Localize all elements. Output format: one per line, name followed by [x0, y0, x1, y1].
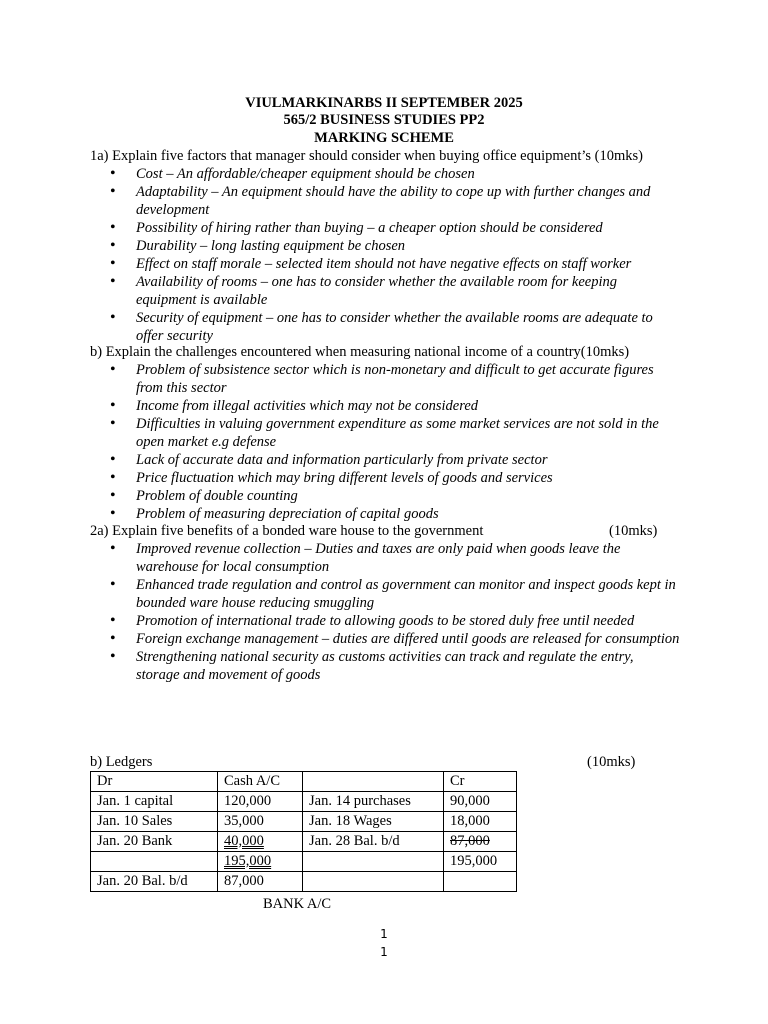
table-cell: [444, 872, 517, 892]
table-cell: 18,000: [444, 812, 517, 832]
table-cell: 87,000: [218, 872, 303, 892]
list-item: • Price fluctuation which may bring different levels of goods and services: [110, 469, 680, 487]
list-item: • Cost – An affordable/cheaper equipment should be chosen: [110, 165, 680, 183]
total-value: 195,000: [224, 853, 272, 869]
list-item: • Problem of subsistence sector which is non-monetary and difficult to get accurate figures from this sector: [110, 361, 680, 397]
exam-title: VIULMARKINARBS II SEPTEMBER 2025: [245, 95, 523, 111]
paper-title: 565/2 BUSINESS STUDIES PP2: [283, 112, 485, 128]
list-item: • Security of equipment – one has to consider whether the available rooms are adequate to offer security: [110, 309, 680, 345]
question-2a: 2a) Explain five benefits of a bonded ware house to the government: [90, 523, 484, 539]
table-cell: Jan. 20 Bank: [91, 832, 218, 852]
table-cell: Jan. 10 Sales: [91, 812, 218, 832]
table-cell: [444, 832, 517, 852]
question-1a: 1a) Explain five factors that manager should consider when buying office equipment’s (10mks): [90, 148, 643, 164]
table-cell: Jan. 1 capital: [91, 792, 218, 812]
cash-ledger-table: [90, 771, 517, 892]
list-item: • Problem of double counting: [110, 487, 680, 505]
table-cell: 120,000: [218, 792, 303, 812]
table-row: [91, 812, 517, 832]
list-item: • Effect on staff morale – selected item should not have negative effects on staff worker: [110, 255, 680, 273]
header-account: Cash A/C: [218, 772, 303, 792]
marks-2a: (10mks): [609, 523, 658, 539]
page-number: 1: [380, 927, 388, 941]
table-cell: [91, 852, 218, 872]
list-item: • Durability – long lasting equipment be chosen: [110, 237, 680, 255]
header-cr: Cr: [444, 772, 517, 792]
table-cell: 90,000: [444, 792, 517, 812]
bank-account-caption: BANK A/C: [263, 896, 332, 912]
table-row: [91, 852, 517, 872]
list-item: • Strengthening national security as customs activities can track and regulate the entry, storage and movement of goods: [110, 648, 680, 684]
table-cell: [303, 872, 444, 892]
list-item: • Problem of measuring depreciation of capital goods: [110, 505, 680, 523]
table-cell: 35,000: [218, 812, 303, 832]
table-row: [91, 792, 517, 812]
table-cell: [218, 852, 303, 872]
answer-list-2a: [110, 540, 680, 684]
table-cell: Jan. 14 purchases: [303, 792, 444, 812]
table-cell: [218, 832, 303, 852]
table-row: [91, 832, 517, 852]
list-item: • Availability of rooms – one has to consider whether the available room for keeping equipment is available: [110, 273, 680, 309]
list-item: • Income from illegal activities which may not be considered: [110, 397, 680, 415]
list-item: • Possibility of hiring rather than buying – a cheaper option should be considered: [110, 219, 680, 237]
list-item: • Foreign exchange management – duties are differed until goods are released for consumption: [110, 630, 680, 648]
list-item: • Lack of accurate data and information particularly from private sector: [110, 451, 680, 469]
table-cell: Jan. 18 Wages: [303, 812, 444, 832]
answer-list-1b: [110, 361, 680, 523]
list-item: • Adaptability – An equipment should have the ability to cope up with further changes and development: [110, 183, 680, 219]
table-row: [91, 872, 517, 892]
page-number-footer: 1: [380, 945, 388, 959]
question-1b: b) Explain the challenges encountered when measuring national income of a country(10mks): [90, 344, 630, 360]
question-2b: b) Ledgers: [90, 754, 153, 770]
list-item: • Promotion of international trade to allowing goods to be stored duly free until needed: [110, 612, 680, 630]
marks-2b: (10mks): [587, 754, 636, 770]
table-header-row: [91, 772, 517, 792]
header-blank: [303, 772, 444, 792]
table-cell: Jan. 20 Bal. b/d: [91, 872, 218, 892]
header-dr: Dr: [91, 772, 218, 792]
table-cell: 195,000: [444, 852, 517, 872]
answer-list-1a: [110, 165, 680, 345]
struck-value: 87,000: [450, 833, 490, 849]
list-item: • Improved revenue collection – Duties and taxes are only paid when goods leave the warehouse for local consumption: [110, 540, 680, 576]
underlined-value: 40,000: [224, 833, 264, 849]
list-item: • Enhanced trade regulation and control as government can monitor and inspect goods kept in bounded ware house reducing smuggling: [110, 576, 680, 612]
list-item: • Difficulties in valuing government expenditure as some market services are not sold in the open market e.g defense: [110, 415, 680, 451]
table-cell: [303, 852, 444, 872]
scheme-title: MARKING SCHEME: [314, 130, 454, 146]
table-cell: Jan. 28 Bal. b/d: [303, 832, 444, 852]
